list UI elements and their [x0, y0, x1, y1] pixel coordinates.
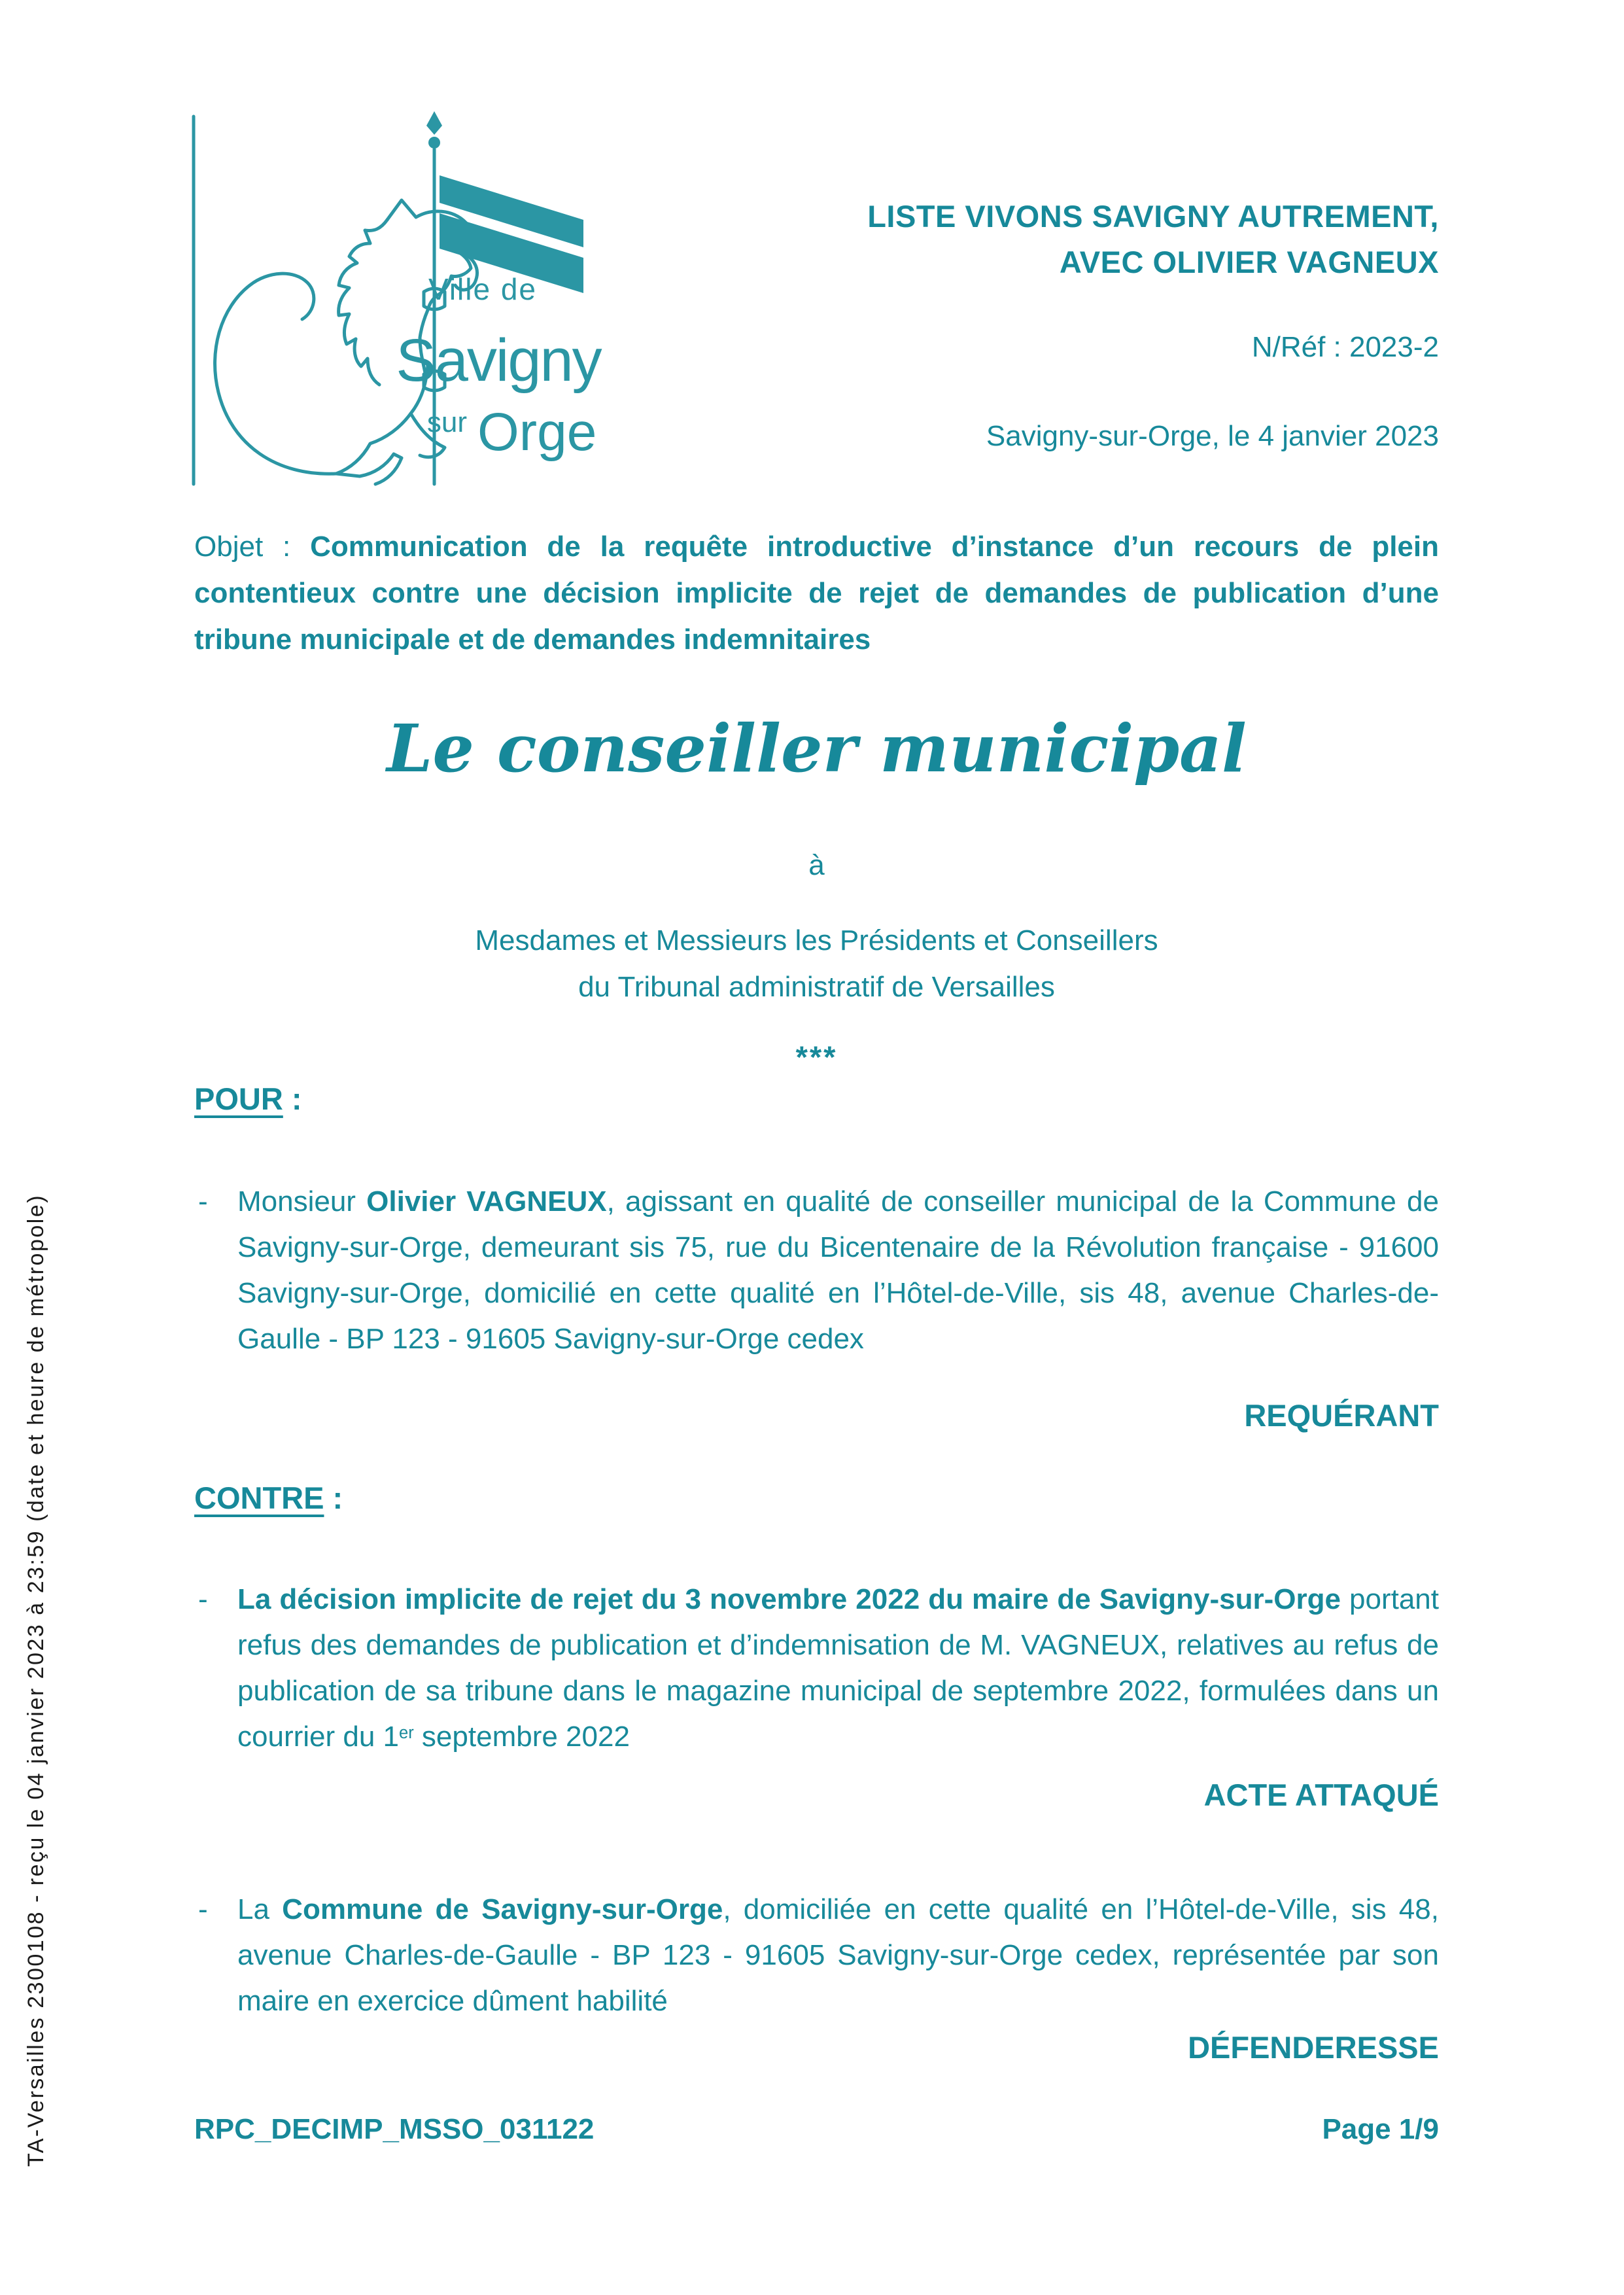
bullet-dash: - — [198, 1583, 208, 1615]
addressee-block — [194, 917, 1439, 1010]
sender-list-title — [867, 194, 1439, 285]
role-acte-attaque: ACTE ATTAQUÉ — [1203, 1778, 1439, 1812]
logo-ville-de: Ville de — [428, 272, 538, 306]
contre-item-decision: - La décision implicite de rejet du 3 novembre 2022 du maire de Savigny-sur-Orge portant refus des demandes de publication et d’indemnisation de M. VAGNEUX, relatives au refus de publication de sa tribune dans le magazine municipal de septembre 2022, formulées dans un courrier du 1er septembre 2022 — [194, 1577, 1439, 1760]
heading-pour: POUR : — [194, 1081, 302, 1116]
salutation-a: à — [808, 849, 825, 881]
subject-paragraph — [194, 523, 1439, 663]
bullet-dash: - — [198, 1893, 208, 1925]
footer-document-reference: RPC_DECIMP_MSSO_031122 — [194, 2113, 595, 2145]
logo-wordmark — [396, 272, 602, 462]
place-and-date: Savigny-sur-Orge, le 4 janvier 2023 — [986, 420, 1439, 452]
role-defenderesse: DÉFENDERESSE — [1188, 2030, 1439, 2065]
logo-sur: sur — [426, 406, 467, 438]
logo-orge: Orge — [477, 402, 597, 462]
script-title: Le conseiller municipal — [387, 710, 1247, 787]
requerant-name: Olivier VAGNEUX — [366, 1185, 607, 1218]
logo-savigny: Savigny — [396, 327, 601, 394]
contre-item-commune: - La Commune de Savigny-sur-Orge, domiciliée en cette qualité en l’Hôtel-de-Ville, sis 48, avenue Charles-de-Gaulle - BP 123 - 91605 Savigny-sur-Orge cedex, représentée par son maire en exercice dûment habilité — [194, 1887, 1439, 2024]
court-reception-stamp: TA-Versailles 2300108 - reçu le 04 janvier 2023 à 23:59 (date et heure de métropole) — [24, 1193, 48, 2167]
attacked-decision: La décision implicite de rejet du 3 novembre 2022 du maire de Savigny-sur-Orge — [237, 1583, 1341, 1615]
role-requerant: REQUÉRANT — [1244, 1398, 1439, 1433]
addressee-line2: du Tribunal administratif de Versailles — [578, 971, 1055, 1003]
sender-list-line2: AVEC OLIVIER VAGNEUX — [1059, 245, 1439, 279]
pour-item: - Monsieur Olivier VAGNEUX, agissant en qualité de conseiller municipal de la Commune de Savigny-sur-Orge, demeurant sis 75, rue du Bicentenaire de la Révolution française - 91600 Savigny-sur-Orge, domicilié en cette qualité en l’Hôtel-de-Ville, sis 48, avenue Charles-de-Gaulle - BP 123 - 91605 Savigny-sur-Orge cedex — [194, 1179, 1439, 1362]
sender-list-line1: LISTE VIVONS SAVIGNY AUTREMENT, — [867, 199, 1439, 234]
defendant-name: Commune de Savigny-sur-Orge — [282, 1893, 723, 1925]
subject-text: Communication de la requête introductive d’instance d’un recours de plein contentieux contre une décision implicite de rejet de demandes de publication d’une tribune municipale et de demandes indemnitaires — [194, 531, 1440, 656]
reference-number: N/Réf : 2023-2 — [1251, 331, 1439, 363]
page-footer — [194, 2113, 1439, 2146]
heading-contre: CONTRE : — [194, 1480, 343, 1515]
subject-label: Objet : — [194, 531, 311, 563]
bullet-dash: - — [198, 1185, 208, 1218]
addressee-line1: Mesdames et Messieurs les Présidents et Conseillers — [475, 924, 1158, 956]
footer-page-number: Page 1/9 — [1322, 2113, 1439, 2145]
stars-separator: *** — [795, 1040, 838, 1074]
ordinal-superscript: er — [399, 1723, 414, 1742]
savigny-sur-orge-logo — [171, 92, 629, 497]
